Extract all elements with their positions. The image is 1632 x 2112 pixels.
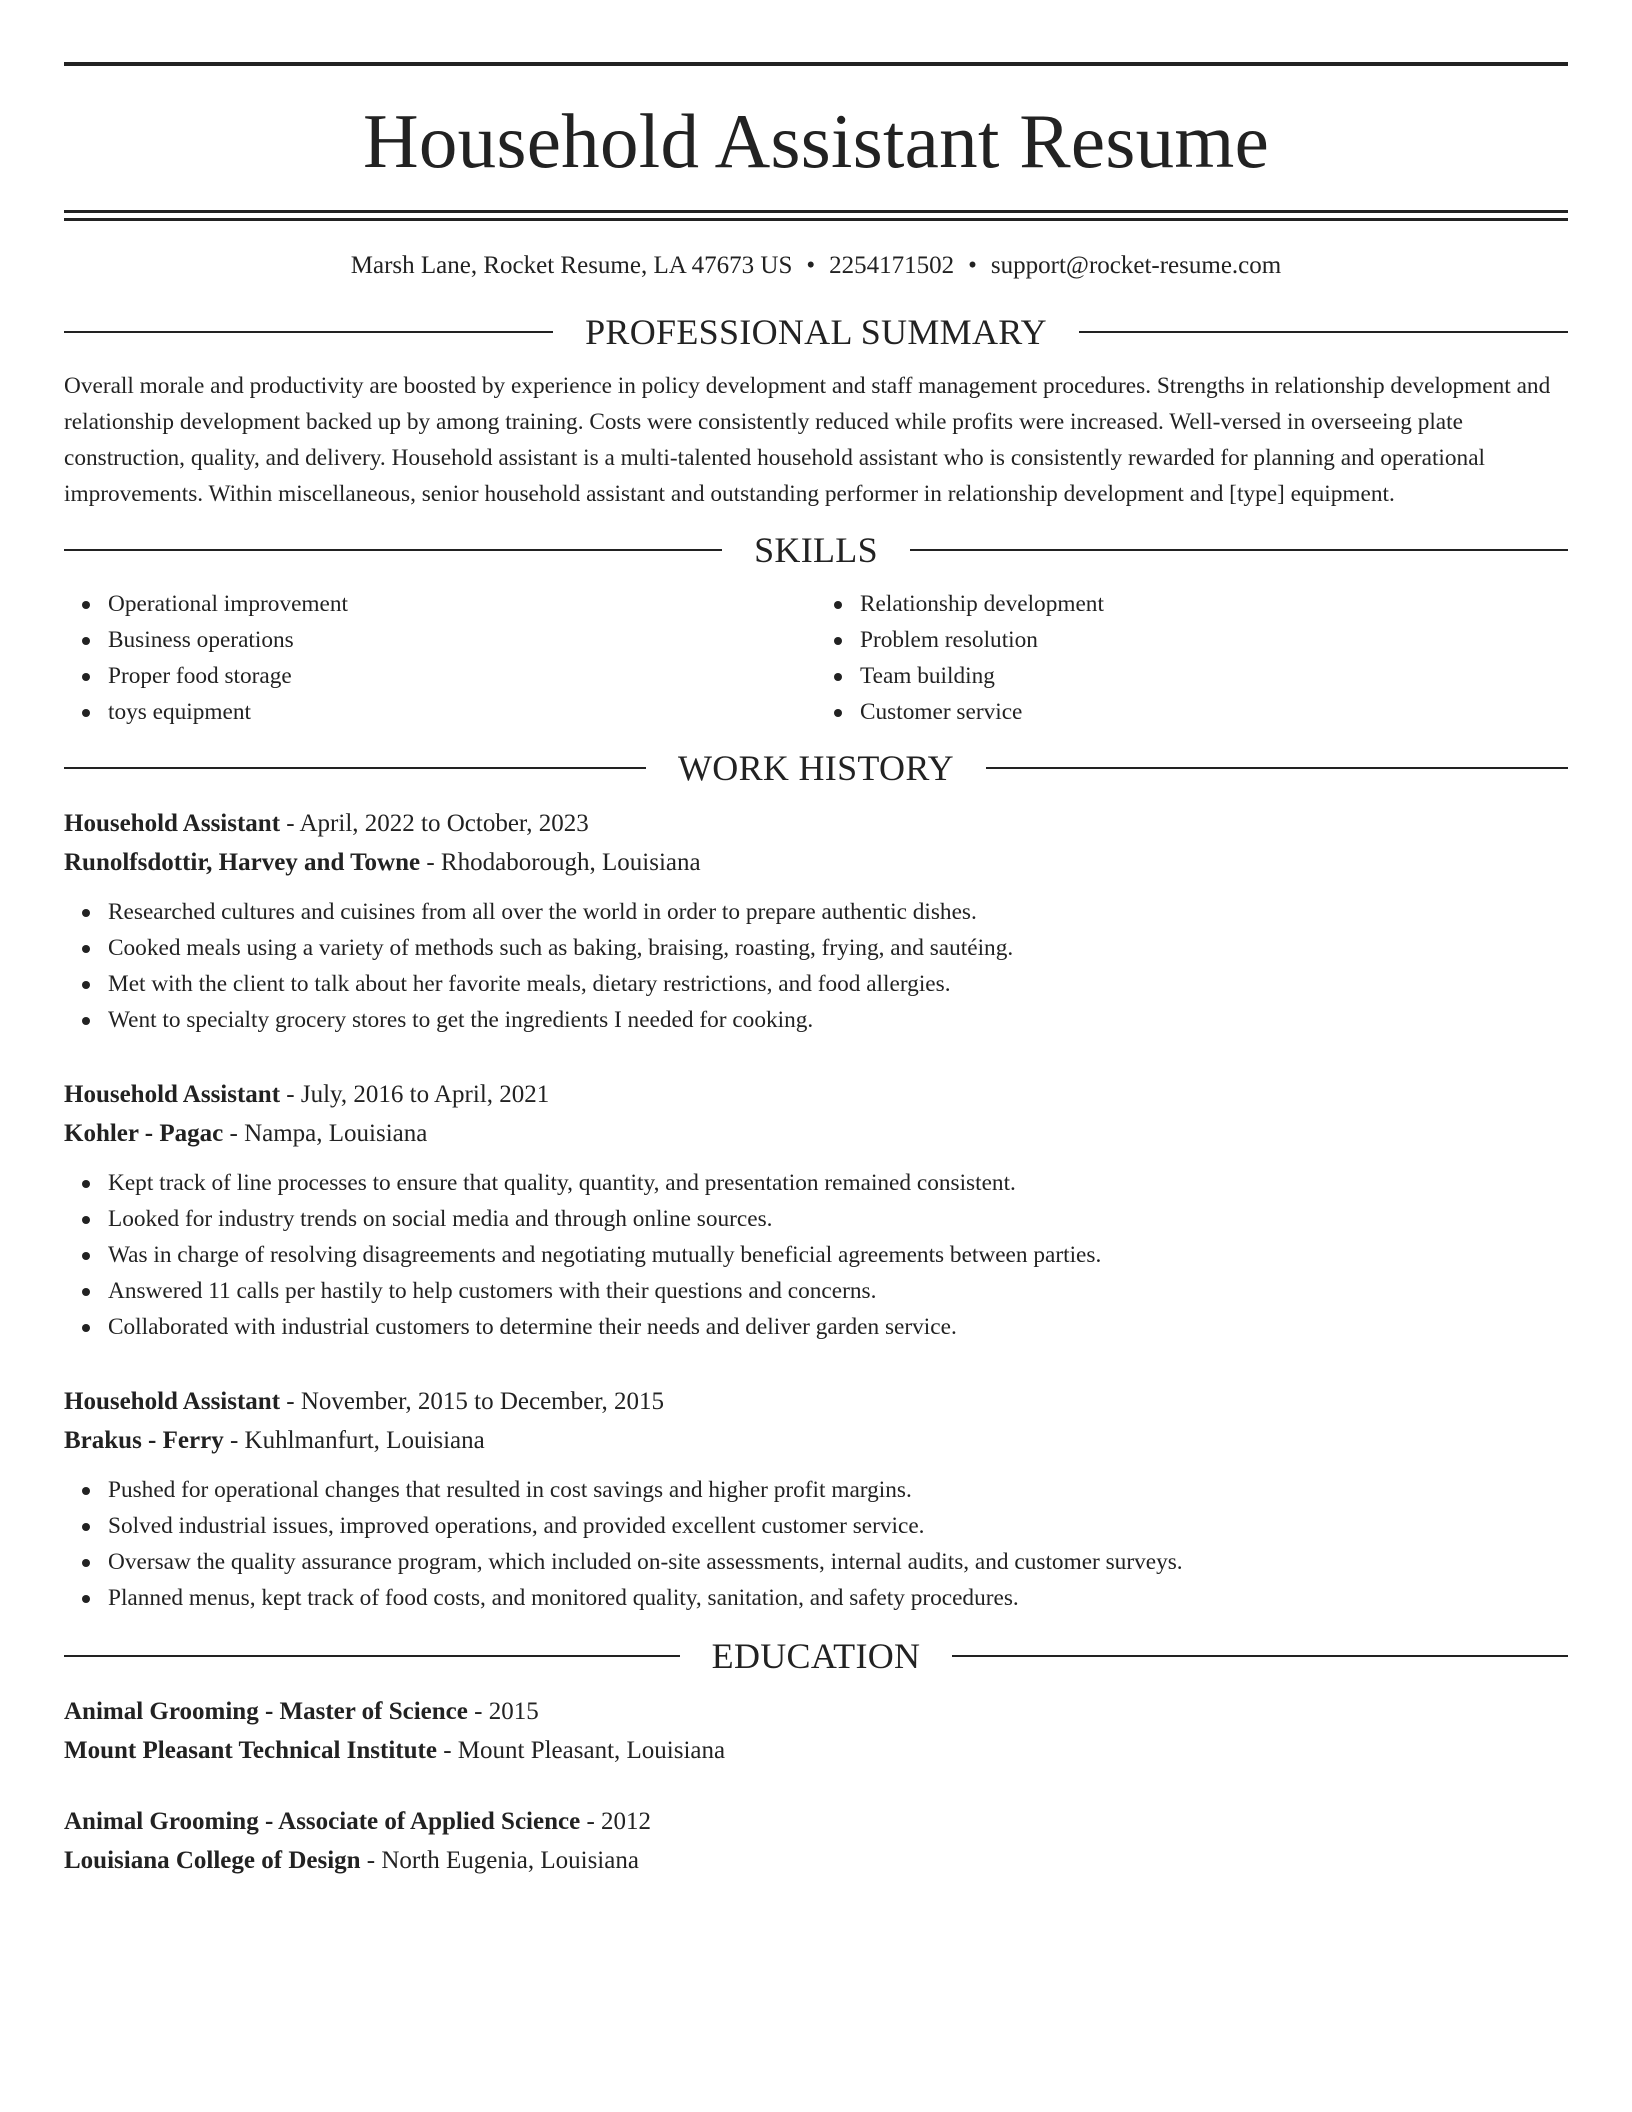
- job-bullets: [64, 1165, 1568, 1345]
- edu-location: Mount Pleasant, Louisiana: [457, 1737, 726, 1764]
- job-title: Household Assistant: [64, 1388, 281, 1415]
- skill-item: Customer service: [860, 694, 1568, 730]
- skill-item: toys equipment: [108, 694, 816, 730]
- edu-degree-line: [64, 1692, 1568, 1731]
- job-entry: [64, 1075, 1568, 1345]
- job-bullet: Kept track of line processes to ensure that quality, quantity, and presentation remained consistent.: [108, 1165, 1568, 1201]
- job-title-line: [64, 804, 1568, 843]
- job-bullet: Met with the client to talk about her favorite meals, dietary restrictions, and food allergies.: [108, 966, 1568, 1002]
- job-bullet: Researched cultures and cuisines from all over the world in order to prepare authentic dishes.: [108, 894, 1568, 930]
- job-company: Kohler - Pagac: [64, 1120, 224, 1147]
- job-location: Rhodaborough, Louisiana: [440, 849, 701, 876]
- edu-year: 2015: [488, 1698, 539, 1725]
- skill-item: Relationship development: [860, 586, 1568, 622]
- section-rule: [64, 331, 553, 333]
- job-bullet: Pushed for operational changes that resulted in cost savings and higher profit margins.: [108, 1472, 1568, 1508]
- job-company-line: [64, 1421, 1568, 1460]
- edu-degree: Animal Grooming - Associate of Applied Science: [64, 1808, 581, 1835]
- job-bullets: [64, 894, 1568, 1038]
- section-title-education: EDUCATION: [711, 1636, 921, 1676]
- section-title-summary: PROFESSIONAL SUMMARY: [585, 312, 1047, 352]
- edu-school: Mount Pleasant Technical Institute: [64, 1737, 437, 1764]
- contact-separator: •: [806, 252, 816, 279]
- job-dates: April, 2022 to October, 2023: [299, 810, 589, 837]
- job-entry: [64, 1382, 1568, 1616]
- contact-separator: •: [968, 252, 977, 279]
- job-bullet: Collaborated with industrial customers to determine their needs and deliver garden service.: [108, 1309, 1568, 1345]
- top-rule: [64, 62, 1568, 66]
- page-title: Household Assistant Resume: [362, 98, 1270, 184]
- skill-item: Team building: [860, 658, 1568, 694]
- job-location: Nampa, Louisiana: [244, 1120, 428, 1147]
- job-location: Kuhlmanfurt, Louisiana: [244, 1427, 485, 1454]
- job-company: Brakus - Ferry: [64, 1427, 224, 1454]
- edu-location: North Eugenia, Louisiana: [381, 1847, 639, 1874]
- dash: -: [280, 1388, 301, 1415]
- section-header-work: [64, 746, 1568, 790]
- job-title-line: [64, 1382, 1568, 1421]
- edu-school: Louisiana College of Design: [64, 1847, 361, 1874]
- job-bullet: Went to specialty grocery stores to get the ingredients I needed for cooking.: [108, 1002, 1568, 1038]
- job-bullet: Solved industrial issues, improved operations, and provided excellent customer service.: [108, 1508, 1568, 1544]
- section-title-skills: SKILLS: [754, 530, 878, 570]
- section-rule: [910, 549, 1568, 551]
- job-company-line: [64, 1114, 1568, 1153]
- section-rule: [986, 767, 1568, 769]
- edu-degree-line: [64, 1802, 1568, 1841]
- contact-line: [64, 251, 1568, 281]
- section-rule: [64, 1655, 680, 1657]
- job-bullet: Planned menus, kept track of food costs, and monitored quality, sanitation, and safety procedures.: [108, 1580, 1568, 1616]
- job-company-line: [64, 843, 1568, 882]
- job-bullet: Looked for industry trends on social media and through online sources.: [108, 1201, 1568, 1237]
- dash: -: [580, 1808, 602, 1835]
- dash: -: [280, 810, 300, 837]
- education-entry: [64, 1802, 1568, 1880]
- edu-year: 2012: [601, 1808, 652, 1835]
- job-bullet: Oversaw the quality assurance program, which included on-site assessments, internal audits, and customer surveys.: [108, 1544, 1568, 1580]
- summary-text: Overall morale and productivity are boosted by experience in policy development and staff management procedures. Strengths in relationship development and relationship development backed up by among training. Costs were consistently reduced while profits were increased. Well-versed in overseeing plate construction, quality, and delivery. Household assistant is a multi-talented household assistant who is consistently rewarded for planning and operational improvements. Within miscellaneous, senior household assistant and outstanding performer in relationship development and [type] equipment.: [64, 373, 1551, 507]
- contact-phone[interactable]: 2254171502: [829, 252, 955, 279]
- job-title: Household Assistant: [64, 1081, 281, 1108]
- dash: -: [280, 1081, 301, 1108]
- dash: -: [420, 849, 441, 876]
- job-company: Runolfsdottir, Harvey and Towne: [64, 849, 421, 876]
- section-header-education: [64, 1634, 1568, 1678]
- skill-item: Business operations: [108, 622, 816, 658]
- dash: -: [436, 1737, 458, 1764]
- dash: -: [467, 1698, 489, 1725]
- skill-item: Proper food storage: [108, 658, 816, 694]
- job-dates: July, 2016 to April, 2021: [300, 1081, 550, 1108]
- skills-list: [64, 586, 1568, 730]
- section-rule: [64, 767, 646, 769]
- job-bullet: Was in charge of resolving disagreements and negotiating mutually beneficial agreements between parties.: [108, 1237, 1568, 1273]
- job-dates: November, 2015 to December, 2015: [300, 1388, 665, 1415]
- edu-degree: Animal Grooming - Master of Science: [64, 1698, 468, 1725]
- skills-column-right: [816, 586, 1568, 730]
- edu-school-line: [64, 1731, 1568, 1770]
- section-rule: [64, 549, 722, 551]
- education-entry: [64, 1692, 1568, 1770]
- section-title-work: WORK HISTORY: [678, 748, 954, 788]
- job-bullets: [64, 1472, 1568, 1616]
- job-bullet: Answered 11 calls per hastily to help customers with their questions and concerns.: [108, 1273, 1568, 1309]
- title-double-rule: [64, 210, 1568, 221]
- job-entry: [64, 804, 1568, 1038]
- job-title: Household Assistant: [64, 810, 281, 837]
- contact-email[interactable]: support@rocket-resume.com: [990, 252, 1282, 279]
- section-rule: [952, 1655, 1568, 1657]
- job-title-line: [64, 1075, 1568, 1114]
- section-header-skills: [64, 528, 1568, 572]
- section-header-summary: [64, 310, 1568, 354]
- dash: -: [223, 1120, 245, 1147]
- skills-column-left: [64, 586, 816, 730]
- job-bullet: Cooked meals using a variety of methods such as baking, braising, roasting, frying, and sautéing.: [108, 930, 1568, 966]
- dash: -: [223, 1427, 245, 1454]
- contact-address: Marsh Lane, Rocket Resume, LA 47673 US: [350, 252, 793, 279]
- edu-school-line: [64, 1841, 1568, 1880]
- skill-item: Problem resolution: [860, 622, 1568, 658]
- skill-item: Operational improvement: [108, 586, 816, 622]
- dash: -: [360, 1847, 382, 1874]
- section-rule: [1079, 331, 1568, 333]
